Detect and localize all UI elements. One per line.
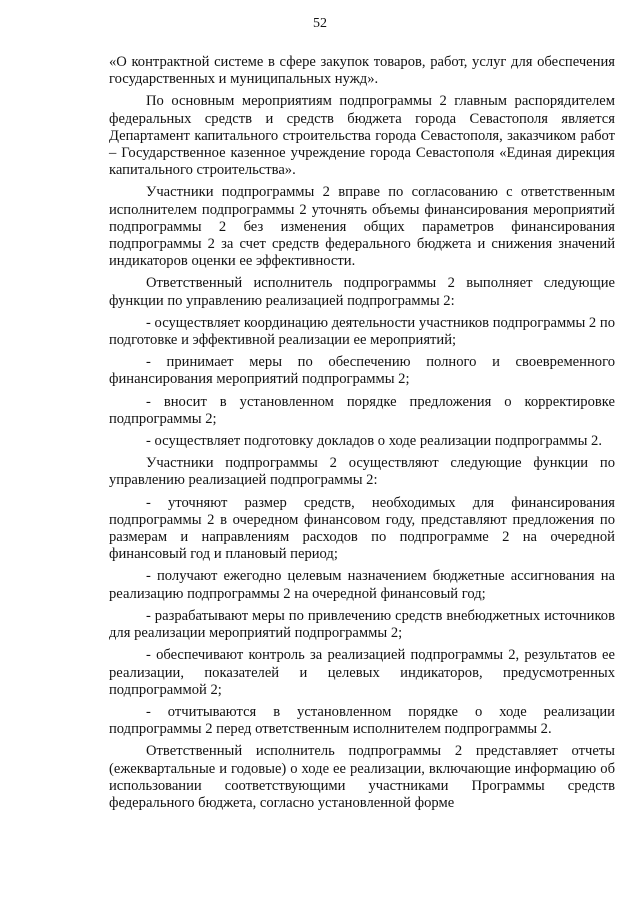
list-item-reporting: - отчитываются в установленном порядке о ходе реализации подпрограммы 2 перед ответственным исполнителем подпрограммы 2. — [109, 703, 615, 738]
list-item-coordination: - осуществляет координацию деятельности участников подпрограммы 2 по подготовке и эффективной реализации ее мероприятий; — [109, 314, 615, 349]
list-item-budget-allocations: - получают ежегодно целевым назначением бюджетные ассигнования на реализацию подпрограммы 2 на очередной финансовый год; — [109, 568, 615, 602]
paragraph-law-reference-end: «О контрактной системе в сфере закупок товаров, работ, услуг для обеспечения государственных и муниципальных нужд». — [109, 54, 615, 88]
paragraph-participants-functions-intro: Участники подпрограммы 2 осуществляют следующие функции по управлению реализацией подпрограммы 2: — [109, 455, 615, 489]
list-item-correction-proposals: - вносит в установленном порядке предложения о корректировке подпрограммы 2; — [109, 393, 615, 427]
list-item-fund-size: - уточняют размер средств, необходимых для финансирования подпрограммы 2 в очередном финансовом году, представляют предложения по размерам и направлениям расходов по подпрограмме 2 на очередной финансовый год и плановый период; — [109, 494, 615, 563]
paragraph-participants-rights: Участники подпрограммы 2 вправе по согласованию с ответственным исполнителем подпрограммы 2 уточнять объемы финансирования мероприятий подпрограммы 2 без изменения общих параметров финансирования подпрограммы 2 за счет средств федерального бюджета и снижения значений индикаторов оценки ее эффективности. — [109, 184, 615, 270]
paragraph-executor-functions-intro: Ответственный исполнитель подпрограммы 2 выполняет следующие функции по управлению реализацией подпрограммы 2: — [109, 275, 615, 309]
page-number: 52 — [313, 16, 327, 31]
page-body — [109, 54, 615, 817]
list-item-extrabudgetary-sources: - разрабатывают меры по привлечению средств внебюджетных источников для реализации мероприятий подпрограммы 2; — [109, 607, 615, 642]
list-item-financing-measures: - принимает меры по обеспечению полного и своевременного финансирования мероприятий подпрограммы 2; — [109, 354, 615, 388]
list-item-progress-reports: - осуществляет подготовку докладов о ходе реализации подпрограммы 2. — [146, 433, 602, 450]
paragraph-chief-administrator: По основным мероприятиям подпрограммы 2 главным распорядителем федеральных средств и средств бюджета города Севастополя является Департамент капитального строительства города Севастополя, заказчиком работ – Государственное казенное учреждение города Севастополя «Единая дирекция капитального строительства». — [109, 93, 615, 179]
list-item-implementation-control: - обеспечивают контроль за реализацией подпрограммы 2, результатов ее реализации, показателей и целевых индикаторов, предусмотренных подпрограммой 2; — [109, 647, 615, 698]
paragraph-executor-reports: Ответственный исполнитель подпрограммы 2 представляет отчеты (ежеквартальные и годовые) о ходе ее реализации, включающие информацию об использовании соответствующими участниками Программы средств федерального бюджета, согласно установленной форме — [109, 743, 615, 811]
